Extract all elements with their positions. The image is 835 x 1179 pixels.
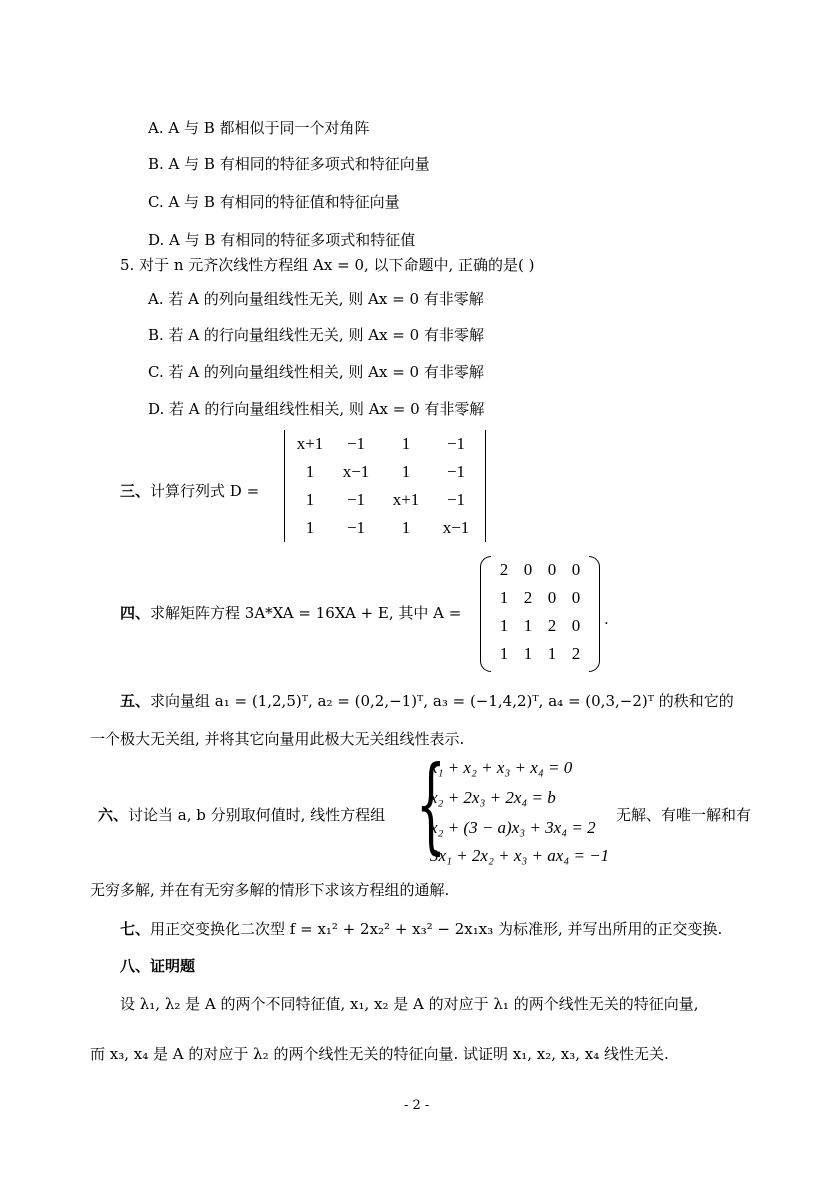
section5-line2: 一个极大无关组, 并将其它向量用此极大无关组线性表示. — [90, 730, 465, 748]
equation-2: x₂ + 2x₃ + 2x₄ = b — [430, 788, 556, 807]
matrix-cell: 0 — [571, 616, 581, 635]
section3-text: 计算行列式 D = — [150, 482, 260, 500]
matrix-cell: 2 — [547, 616, 557, 635]
right-paren — [589, 556, 600, 672]
q5-option-b: B. 若 A 的行向量组线性无关, 则 Ax = 0 有非零解 — [148, 326, 484, 344]
det-cell: x+1 — [392, 490, 420, 509]
section5-number: 五、 — [120, 692, 151, 710]
section6-text: 讨论当 a, b 分别取何值时, 线性方程组 — [128, 806, 386, 824]
section6-heading — [98, 804, 385, 825]
section3-heading — [120, 480, 259, 501]
det-cell: −1 — [446, 462, 466, 481]
matrix-cell: 1 — [547, 644, 557, 663]
q5-option-d: D. 若 A 的行向量组线性相关, 则 Ax = 0 有非零解 — [148, 400, 485, 418]
q5-option-c: C. 若 A 的列向量组线性相关, 则 Ax = 0 有非零解 — [148, 363, 484, 381]
matrix-cell: 1 — [523, 644, 533, 663]
matrix-cell: 0 — [523, 560, 533, 579]
section7-number: 七、 — [120, 920, 151, 938]
section4-matrix — [480, 556, 600, 670]
det-cell: 1 — [401, 434, 411, 453]
det-cell: 1 — [305, 518, 315, 537]
det-cell: 1 — [305, 490, 315, 509]
q4-option-d: D. A 与 B 有相同的特征多项式和特征值 — [148, 231, 416, 249]
section6-line2: 无穷多解, 并在有无穷多解的情形下求该方程组的通解. — [90, 881, 450, 899]
det-cell: 1 — [305, 462, 315, 481]
det-cell: x−1 — [342, 462, 370, 481]
matrix-cell: 0 — [547, 588, 557, 607]
det-cell: x+1 — [296, 434, 324, 453]
det-cell: 1 — [401, 462, 411, 481]
matrix-cell: 1 — [499, 616, 509, 635]
det-cell: 1 — [401, 518, 411, 537]
section7-text: 用正交变换化二次型 f = x₁² + 2x₂² + x₃² − 2x₁x₃ 为标准形, 并写出所用的正交变换. — [150, 920, 723, 938]
section4-heading — [120, 602, 461, 623]
matrix-cell: 1 — [499, 588, 509, 607]
matrix-cell: 2 — [571, 644, 581, 663]
section6-after-text: 无解、有唯一解和有 — [616, 806, 752, 824]
equation-4: 3x₁ + 2x₂ + x₃ + ax₄ = −1 — [430, 846, 610, 865]
matrix-cell: 0 — [571, 560, 581, 579]
matrix-cell: 1 — [523, 616, 533, 635]
equation-1: x₁ + x₂ + x₃ + x₄ = 0 — [430, 758, 573, 777]
section8-line1: 设 λ₁, λ₂ 是 A 的两个不同特征值, x₁, x₂ 是 A 的对应于 λ₁ 的两个线性无关的特征向量, — [120, 995, 699, 1013]
section7-line — [120, 918, 722, 939]
section8-line2: 而 x₃, x₄ 是 A 的对应于 λ₂ 的两个线性无关的特征向量. 试证明 x₁, x₂, x₃, x₄ 线性无关. — [90, 1045, 669, 1063]
section5-text: 求向量组 a₁ = (1,2,5)ᵀ, a₂ = (0,2,−1)ᵀ, a₃ = (−1,4,2)ᵀ, a₄ = (0,3,−2)ᵀ 的秩和它的 — [150, 692, 734, 710]
matrix-cell: 0 — [547, 560, 557, 579]
section5-line1 — [120, 690, 734, 711]
section4-period: . — [604, 610, 609, 628]
matrix-cell: 2 — [523, 588, 533, 607]
section8-title: 八、证明题 — [120, 957, 196, 975]
q4-option-b: B. A 与 B 有相同的特征多项式和特征向量 — [148, 155, 430, 173]
section3-number: 三、 — [120, 482, 151, 500]
matrix-cell: 1 — [499, 644, 509, 663]
matrix-cell: 0 — [571, 588, 581, 607]
section3-determinant — [284, 430, 486, 542]
section6-number: 六、 — [98, 806, 129, 824]
q5-option-a: A. 若 A 的列向量组线性无关, 则 Ax = 0 有非零解 — [148, 290, 484, 308]
q5-stem: 5. 对于 n 元齐次线性方程组 Ax = 0, 以下命题中, 正确的是( ) — [120, 256, 535, 274]
section4-number: 四、 — [120, 604, 151, 622]
equation-3: x₂ + (3 − a)x₃ + 3x₄ = 2 — [430, 818, 596, 837]
page-number: - 2 - — [404, 1098, 430, 1113]
det-cell: −1 — [346, 518, 366, 537]
det-cell: −1 — [446, 434, 466, 453]
equation-system-brace: { — [416, 743, 446, 865]
det-cell: −1 — [346, 490, 366, 509]
section4-text: 求解矩阵方程 3A*XA = 16XA + E, 其中 A = — [150, 604, 462, 622]
det-cell: −1 — [346, 434, 366, 453]
q4-option-a: A. A 与 B 都相似于同一个对角阵 — [148, 119, 370, 137]
matrix-cell: 2 — [499, 560, 509, 579]
left-paren — [480, 556, 491, 672]
q4-option-c: C. A 与 B 有相同的特征值和特征向量 — [148, 193, 400, 211]
det-cell: x−1 — [442, 518, 470, 537]
det-cell: −1 — [446, 490, 466, 509]
